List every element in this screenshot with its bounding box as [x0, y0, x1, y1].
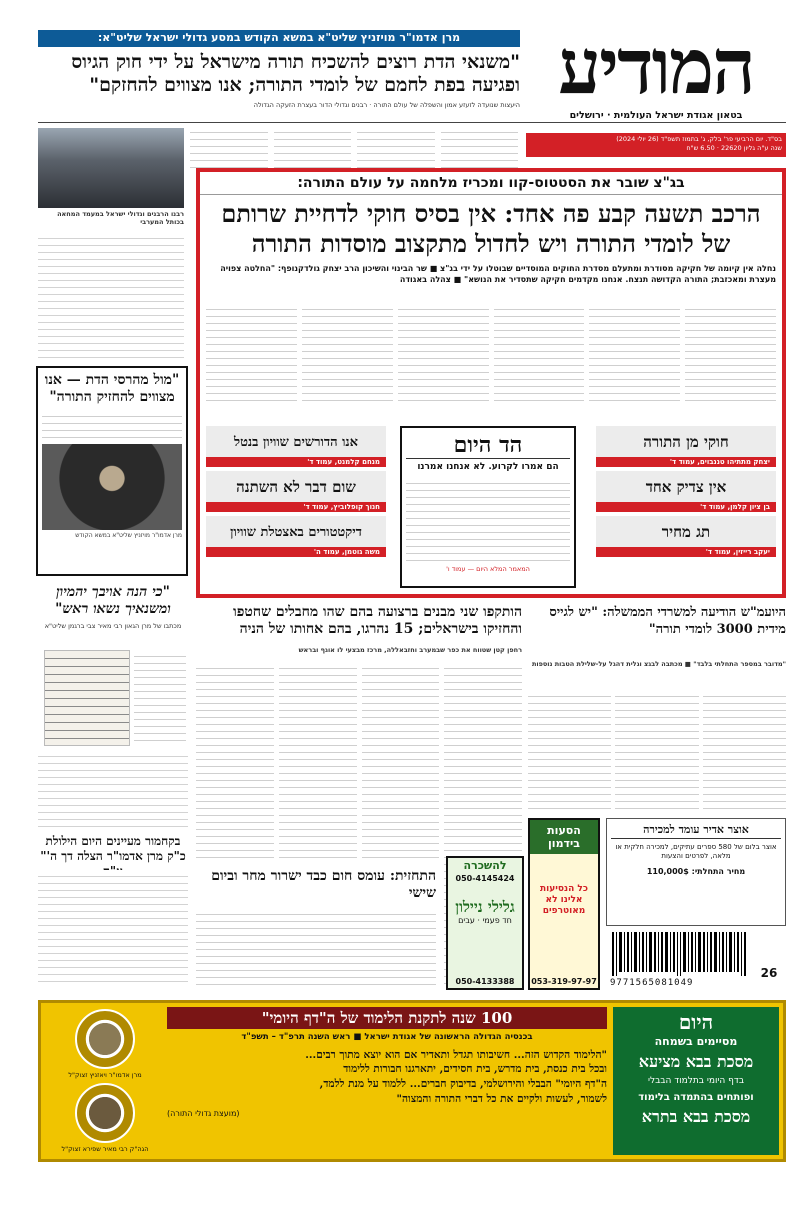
ad-sale-title: אוצר אדיר עומד למכירה	[611, 823, 781, 839]
opinion-byline: מנחם קלמנט, עמוד ד'	[206, 457, 386, 467]
barcode-image	[610, 932, 750, 978]
body-col	[685, 303, 776, 405]
left-text-block-2	[38, 750, 188, 828]
body-col	[279, 662, 357, 862]
ad-galil-title: גלילי ניילון	[455, 898, 515, 916]
ad-haskara-phone: 050-4145424	[455, 874, 515, 883]
ad-galil-sub: חד פעמי · עבים	[458, 916, 512, 925]
left-photo-1-caption: רבנו הרבנים וגדולי ישראל במעמד המחאה בכותל המערבי	[57, 210, 184, 226]
opinion-title: דיקטטורים באצטלת שוויון	[206, 516, 386, 547]
ad-galil-phone: 050-4133388	[455, 977, 515, 986]
opinion-col-right	[596, 426, 776, 557]
heat-title: התחזית: עומס חום כבד ישרור מחר וביום שישי	[211, 868, 436, 901]
medallion-2-caption: הגה"ק רבי מאיר שפירא זצוק"ל	[61, 1145, 149, 1153]
ad-transport	[528, 818, 600, 990]
masthead-rule	[38, 122, 786, 123]
top-banner	[38, 30, 520, 116]
body-col	[206, 303, 297, 405]
ad-transport-phone: 053-319-97-97	[531, 977, 597, 986]
left-text-block-3	[38, 870, 188, 986]
story-a-deck: רחפן קטן שטווח את כפר שבמערב וחזבאללה, מרכז מבצעי לו אוגף ובראש	[298, 646, 522, 654]
ad-sale	[606, 818, 786, 926]
center-footer: המאמר המלא היום — עמוד ו'	[446, 565, 530, 573]
left-quote-2: "כי הנה אויבך יהמיון ומשנאיך נשאו ראש"	[55, 584, 171, 617]
masthead-edition: שנה ע"ה גליון 22620 · 6.50 ש"ח	[686, 144, 782, 152]
medallion-1-caption: מרן אדמו"ר ויאזניץ זצוק"ל	[68, 1071, 142, 1079]
right-text	[528, 690, 786, 810]
bottom-sub: בכנסיה הגדולה הראשונה של אגודת ישראל ■ ראש השנה תרפ"ד – תשפ"ד	[241, 1032, 533, 1042]
masthead-dateline: בס"ד. יום הרביעי פר' בלק, ג' בתמוז תשפ"ד (26 יולי 2024)	[616, 135, 782, 143]
left-quote-box-1	[36, 366, 188, 576]
bottom-side-5: מסכת בבא בתרא	[641, 1107, 751, 1126]
top-banner-lede: היעצות שנועדה לזעזע אמון והשפלה של עולם התורה · רבנים וגדולי הדור בעצרת הזעקה הגדולה	[253, 101, 520, 109]
medallion-1-image	[75, 1009, 135, 1069]
opinion-title: תג מחיר	[596, 516, 776, 547]
medallion-1	[55, 1009, 155, 1079]
medallion-2-image	[75, 1083, 135, 1143]
issue-number: 26	[760, 966, 778, 980]
bottom-side-3: בדף היומי בתלמוד הבבלי	[647, 1076, 745, 1086]
ad-transport-header: הסעות בידמון	[530, 820, 598, 854]
body-col	[589, 303, 680, 405]
top-banner-headline-2: ופגיעה בפת לחמם של לומדי התורה; אנו מצווים להחזקם"	[89, 74, 520, 96]
ad-haskara: להשכרה	[463, 859, 507, 872]
bottom-side-title: היום	[678, 1010, 714, 1034]
opinion-grid	[206, 426, 776, 592]
body-col	[398, 303, 489, 405]
story-b-deck: "מדובר במספר התחלתי בלבד" ■ מכתבה לבגצ וגלית דהגל על-שלילת הטבות נוספות	[531, 660, 786, 668]
left-photo-1	[38, 128, 184, 208]
left-quote-1-lines	[42, 410, 182, 440]
body-col	[302, 303, 393, 405]
body-col	[196, 662, 274, 862]
brief-text	[190, 126, 268, 168]
left-text-block	[38, 232, 184, 362]
body-col	[528, 690, 611, 810]
heat-text	[196, 908, 436, 990]
ad-sale-text: אוצר בלום של 580 ספרים עתיקים, למכירה חלקית או מלאה, לפרטים והצעות	[615, 843, 777, 860]
left-photo-2-caption: מרן אדמו"ר מויזניץ שליט"א במשא הקודש	[75, 532, 182, 539]
bottom-banner	[38, 1000, 786, 1162]
body-col	[494, 303, 585, 405]
masthead-logo: המודיע	[558, 22, 754, 111]
center-text	[406, 477, 570, 563]
medallion-2	[55, 1083, 155, 1153]
main-red-box	[196, 168, 786, 598]
bottom-side-4: ופותחים בהתמדה בלימוד	[638, 1092, 754, 1103]
center-title: הד היום	[406, 432, 570, 459]
left-quote-1: "מול מהרסי הדת — אנו מצווים להחזיק התורה"	[44, 372, 180, 405]
bottom-title: 100 שנה לתקנת הלימוד של ה"דף היומי"	[167, 1007, 607, 1029]
opinion-title: אנו הדורשים שוויון בנטל	[206, 426, 386, 457]
left-bottom-title: בקחמור מעיינים היום הילולת כ"ק מרן אדמו"ר הצלה דך ה'"	[40, 834, 186, 863]
bottom-main	[167, 1007, 607, 1155]
bottom-body-1: "הלימוד הקדוש הזה... חשיבותו תגדל ותאדיר אם הוא יוצא מתוך רבים...	[305, 1049, 607, 1061]
bottom-side-2: מסכת בבא מציעא	[638, 1052, 754, 1071]
opinion-byline: בן ציון קלמן, עמוד ד'	[596, 502, 776, 512]
opinion-byline: חנוך קופלוביץ, עמוד ד'	[206, 502, 386, 512]
masthead-subtitle: בטאון אגודת ישראל העולמית · ירושלים	[569, 110, 743, 121]
story-b-title: היועמ"ש הודיעה למשרדי הממשלה: "יש לגייס מידית 3000 לומדי תורה"	[549, 605, 786, 637]
opinion-title: שום דבר לא השתנה	[206, 471, 386, 502]
left-quote-box-2	[38, 584, 188, 630]
bottom-credit: (מועצת גדולי התורה)	[167, 1109, 240, 1118]
story-a-title: הותקפו שני מבנים ברצועה בהם שהו מחבלים שחטפו והחזיקו בישראלים; 15 נהרגו, בהם אחותו של הניה	[233, 604, 522, 637]
opinion-center	[400, 426, 576, 588]
ad-transport-text: כל הנסיעות אלינו לא מאוטרפים	[540, 884, 588, 916]
top-banner-headline-1: "משנאי הדת רוצים להשכיח תורה מישראל על ידי חוק הגיוס	[71, 51, 520, 73]
top-banner-kicker: מרן אדמו"ר מויזניץ שליט"א במשא הקודש במסע גדולי ישראל שליט"א:	[38, 30, 520, 47]
bottom-body-3: ה"דף היומי" הבבלי והירושלמי, בדיבוק חברים... ללמוד על מנת ללמד,	[319, 1078, 607, 1090]
red-box-body	[200, 299, 782, 409]
red-box-headline-1: הרכב תשעה קבע פה אחד: אין בסיס חוקי לדחיית שרותם	[221, 199, 761, 228]
masthead	[526, 22, 786, 152]
ad-sale-price: מחיר התחלתי: 110,000$	[646, 867, 746, 876]
body-col	[615, 690, 698, 810]
red-box-deck: נחלה אין קיומה של חקיקה מסודרת ומתעלם מסדרת החוקים המוסדיים שבוטלו על ידי בג"צ ■ שר הבינוי והשיכון הרב יצחק גולדקנופף: "החלטה צפויה מעצרת ומאכזבת; התורה הקדושה תנצח. אנחנו מקדמים חקיקה שתסדיר את הנושא" ■ צהלה באגודה	[220, 264, 776, 284]
barcode-number: 9771565081049	[610, 978, 694, 988]
left-photo-2	[42, 444, 182, 530]
brief-strip	[190, 126, 518, 168]
brief-text	[274, 126, 352, 168]
opinion-col-left	[206, 426, 386, 557]
bottom-side-1: מסיימים בשמחה	[654, 1035, 738, 1048]
left-quote-2-credit: מכתבו של מרן הגאון רבי מאיר צבי ברגמן שליט"א	[44, 622, 182, 630]
body-col	[362, 662, 440, 862]
body-col	[703, 690, 786, 810]
opinion-byline: יעקב רייזין, עמוד ד'	[596, 547, 776, 557]
opinion-title: אין צדיק אחד	[596, 471, 776, 502]
opinion-title: חוקי מן התורה	[596, 426, 776, 457]
red-box-kicker: בג"צ שובר את הסטטוס-קוו ומכריז מלחמה על עולם התורה:	[200, 172, 782, 195]
masthead-dateline-box	[526, 133, 786, 157]
opinion-byline: משה גוטמן, עמוד ה'	[206, 547, 386, 557]
red-box-headline-2: של לומדי התורה ויש לחדול מתקצוב מוסדות התורה	[251, 229, 731, 258]
bottom-side-box	[613, 1007, 779, 1155]
center-subtitle: הם אמרו לקרוע. לא אנחנו אמרנו	[417, 462, 559, 472]
bottom-body-4: לשמור, לעשות ולקיים את כל דברי התורה והמצוה"	[396, 1093, 607, 1105]
left-letter-text	[134, 650, 186, 746]
handwritten-letter	[44, 650, 130, 746]
brief-text	[357, 126, 435, 168]
ad-galil	[446, 856, 524, 990]
barcode	[610, 932, 750, 990]
brief-text	[441, 126, 519, 168]
bottom-body-2: ובכל בית כנסת, בית מדרש, בית חסידים, יתארגנו חבורות ללימוד	[343, 1063, 607, 1075]
opinion-byline: יצחק מתתיהו טננבוים, עמוד ד'	[596, 457, 776, 467]
